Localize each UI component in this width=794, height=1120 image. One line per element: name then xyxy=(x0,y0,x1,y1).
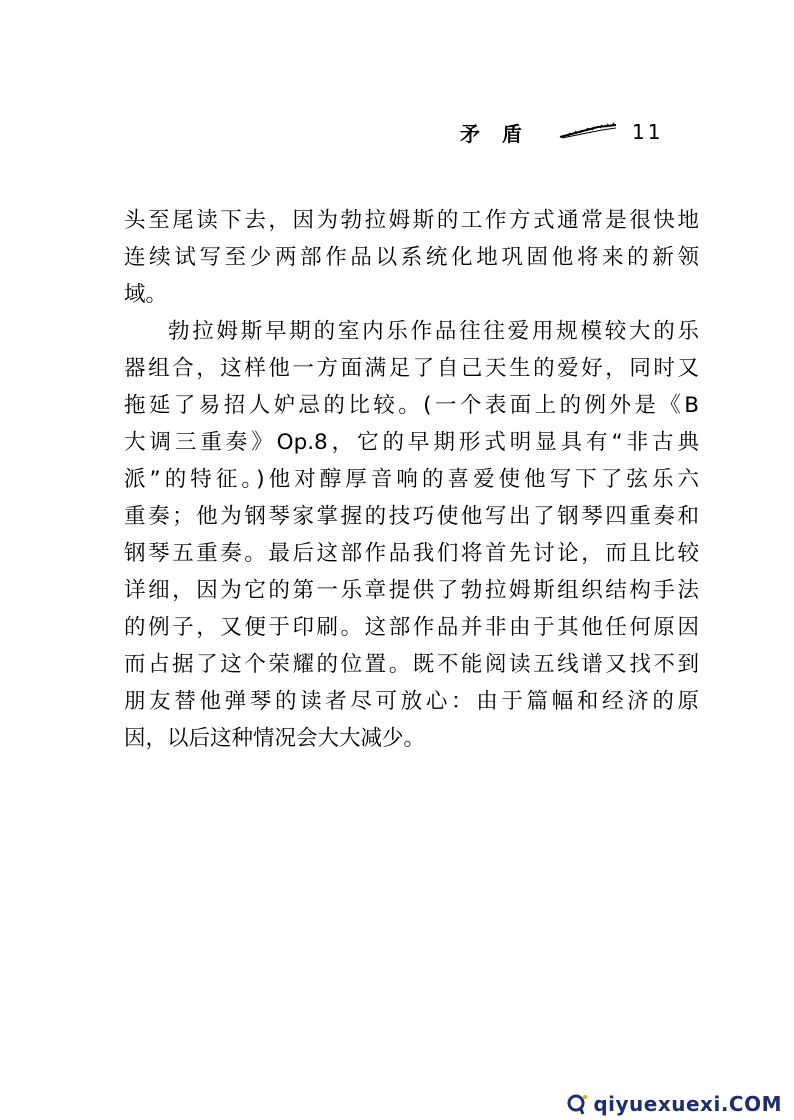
text-line: 钢琴五重奏。最后这部作品我们将首先讨论，而且比较 xyxy=(124,541,699,566)
text-line: 而占据了这个荣耀的位置。既不能阅读五线谱又找不到 xyxy=(124,652,699,677)
text-line: 大调三重奏》Op.8，它的早期形式明显具有“非古典 xyxy=(124,430,699,455)
watermark-logo-icon xyxy=(565,1092,589,1116)
running-header-title: 矛盾 xyxy=(460,122,544,146)
text-line: 器组合，这样他一方面满足了自己天生的爱好，同时又 xyxy=(124,356,699,381)
text-line: 派”的特征。)他对醇厚音响的喜爱使他写下了弦乐六 xyxy=(124,467,699,492)
running-header xyxy=(460,118,680,148)
text-line: 连续试写至少两部作品以系统化地巩固他将来的新领 xyxy=(124,245,699,270)
text-line: 重奏；他为钢琴家掌握的技巧使他写出了钢琴四重奏和 xyxy=(124,504,699,529)
paragraph xyxy=(124,205,699,310)
paragraph xyxy=(124,316,699,754)
text-line: 头至尾读下去，因为勃拉姆斯的工作方式通常是很快地 xyxy=(124,208,699,233)
header-ornament-icon xyxy=(558,122,618,140)
watermark xyxy=(565,1092,782,1116)
text-line: 因，以后这种情况会大大减少。 xyxy=(124,726,426,751)
body-text xyxy=(124,205,699,760)
text-line: 详细，因为它的第一乐章提供了勃拉姆斯组织结构手法 xyxy=(124,578,699,603)
page-number: 11 xyxy=(632,120,664,144)
text-line: 域。 xyxy=(124,282,168,307)
watermark-text: qiyuexuexi.COM xyxy=(593,1092,782,1116)
text-line: 朋友替他弹琴的读者尽可放心：由于篇幅和经济的原 xyxy=(124,689,699,714)
text-line: 的例子，又便于印刷。这部作品并非由于其他任何原因 xyxy=(124,615,699,640)
text-line: 拖延了易招人妒忌的比较。(一个表面上的例外是《B xyxy=(124,393,699,418)
text-line: 勃拉姆斯早期的室内乐作品往往爱用规模较大的乐 xyxy=(168,319,699,344)
